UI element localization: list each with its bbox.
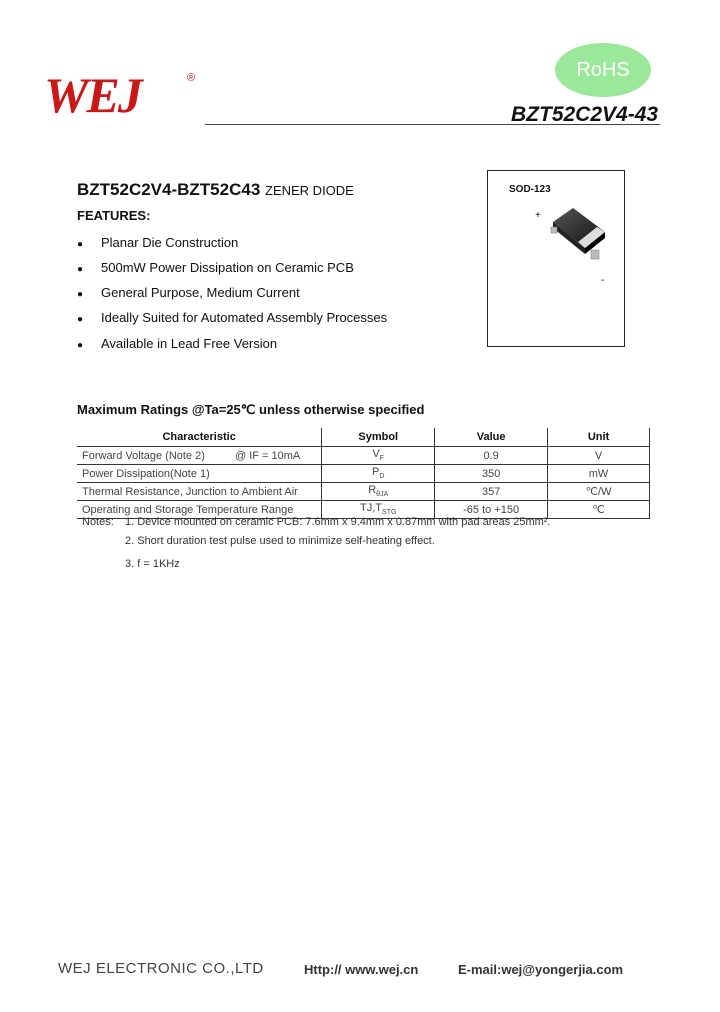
header-part-range: BZT52C2V4-43 <box>511 103 659 126</box>
value-cell: -65 to +150 <box>435 501 548 519</box>
test-condition: @ IF = 10mA <box>235 449 301 462</box>
bullet-icon: ● <box>77 340 84 351</box>
characteristic-cell: Forward Voltage (Note 2) @ IF = 10mA <box>77 447 322 465</box>
feature-item: ● Available in Lead Free Version <box>77 336 278 351</box>
table-header-row <box>77 428 650 447</box>
notes-label: Notes: <box>82 516 114 528</box>
table-row <box>77 483 650 501</box>
registered-mark: ® <box>187 72 196 84</box>
symbol-cell: $TJ,T_{STG}$ <box>322 501 435 519</box>
title-part-numbers: BZT52C2V4-BZT52C43 <box>77 180 261 199</box>
ratings-title: Maximum Ratings @Ta=25℃ unless otherwise specified <box>77 402 425 417</box>
unit-cell: mW <box>548 465 650 483</box>
feature-item: ● Planar Die Construction <box>77 235 239 250</box>
rohs-badge: RoHS <box>555 43 651 97</box>
table-row <box>77 447 650 465</box>
footer-company: WEJ ELECTRONIC CO.,LTD <box>58 960 264 977</box>
value-cell: 350 <box>435 465 548 483</box>
company-logo: WEJ <box>44 67 141 123</box>
note-item: 2. Short duration test pulse used to minimize self-heating effect. <box>125 535 435 547</box>
symbol-cell: $V_F$ <box>322 447 435 465</box>
column-header: Symbol <box>322 428 435 447</box>
note-item: 1. Device mounted on ceramic PCB: 7.6mm x 9.4mm x 0.87mm with pad areas 25mm². <box>125 516 551 528</box>
column-header: Unit <box>548 428 650 447</box>
column-header: Value <box>435 428 548 447</box>
feature-item: ● General Purpose, Medium Current <box>77 285 300 300</box>
characteristic-cell: Thermal Resistance, Junction to Ambient Air <box>77 483 322 501</box>
cathode-marker: - <box>601 275 605 286</box>
unit-cell: V <box>548 447 650 465</box>
feature-item: ● 500mW Power Dissipation on Ceramic PCB <box>77 260 354 275</box>
page-title <box>77 180 354 200</box>
footer-website-link[interactable]: Http:// www.wej.cn <box>304 962 419 977</box>
characteristic-cell: Power Dissipation(Note 1) <box>77 465 322 483</box>
value-cell: 357 <box>435 483 548 501</box>
bullet-icon: ● <box>77 314 84 325</box>
max-ratings-table <box>77 428 650 519</box>
note-item: 3. f = 1KHz <box>125 558 180 570</box>
anode-marker: + <box>535 210 541 221</box>
characteristic-cell: Operating and Storage Temperature Range <box>77 501 322 519</box>
sod123-package-icon <box>545 200 611 266</box>
unit-cell: ℃/W <box>548 483 650 501</box>
table-row <box>77 465 650 483</box>
title-subtitle: ZENER DIODE <box>265 183 354 198</box>
symbol-cell: $R_{\theta JA}$ <box>322 483 435 501</box>
bullet-icon: ● <box>77 239 84 250</box>
feature-item: ● Ideally Suited for Automated Assembly Processes <box>77 310 388 325</box>
symbol-cell: $P_D$ <box>322 465 435 483</box>
value-cell: 0.9 <box>435 447 548 465</box>
package-label: SOD-123 <box>509 184 551 195</box>
bullet-icon: ● <box>77 289 84 300</box>
bullet-icon: ● <box>77 264 84 275</box>
column-header: Characteristic <box>77 428 322 447</box>
unit-cell: ℃ <box>548 501 650 519</box>
footer-email-link[interactable]: E-mail:wej@yongerjia.com <box>458 962 624 977</box>
features-heading: FEATURES: <box>77 208 151 223</box>
